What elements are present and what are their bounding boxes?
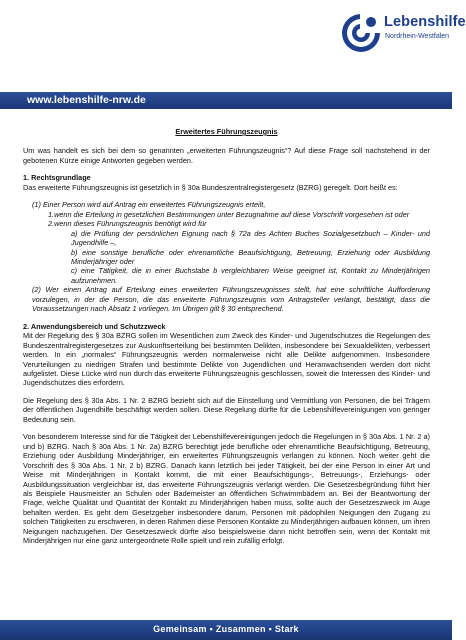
- header-url-band: [0, 92, 452, 109]
- logo-area: [0, 0, 466, 92]
- footer-slogan: Gemeinsam • Zusammen • Stark: [153, 624, 299, 634]
- legal-quote: [23, 200, 430, 313]
- header-url[interactable]: www.lebenshilfe-nrw.de: [27, 94, 146, 106]
- document-body: [23, 127, 430, 546]
- section-2-paragraph-1: Mit der Regelung des § 30a BZRG sollen im Wesentlichen zum Zweck des Kinder- und Jugendschutzes die Regelungen des Bundeszentralregistergesetzes zur Auskunftserteilung bei bestimmten Delikten, insbesondere bei Sexualdelikten, verbessert werden. In ein „normales“ Führungszeugnis werden normalerweise nicht alle Delikte aufgenommen. Insbesondere Verurteilungen zu niedrigen Strafen und bestimmte Delikte von Jugendlichen und Heranwachsenden werden dort nicht aufgelistet. Diese Lücke wird nun durch das erweiterte Führungszeugnis geschlossen, soweit die Interessen des Kinder- und Jugendschutzes dies erfordern.: [23, 331, 430, 388]
- section-1-text: Das erweiterte Führungszeugnis ist gesetzlich in § 30a Bundeszentralregistergesetz (BZRG) geregelt. Dort heißt es:: [23, 182, 398, 192]
- brand-name: Lebenshilfe: [384, 14, 466, 30]
- quote-line-5: b) eine sonstige berufliche oder ehrenamtliche Beaufsichtigung, Betreuung, Erziehung oder Ausbildung Minderjähriger oder: [71, 247, 430, 266]
- lebenshilfe-logo-icon: [341, 13, 381, 53]
- quote-line-3: 2.wenn dieses Führungszeugnis benötigt wird für: [48, 219, 207, 229]
- section-2-paragraph-3: Von besonderem Interesse sind für die Tätigkeit der Lebenshilfevereinigungen jedoch die Regelungen in § 30a Abs. 1 Nr. 2 a) und b) BZRG. Nach § 30a Abs. 1 Nr. 2a) BZRG berechtigt jede berufliche oder ehrenamtliche Beaufsichtigung, Betreuung, Erziehung oder Ausbildung Minderjähriger, ein erweitertes Führungszeugnis verlangen zu können. Noch weiter geht die Vorschrift des § 30a Abs. 1 Nr. 2 b) BZRG. Danach kann letztlich bei jeder Tätigkeit, bei der eine Person in einer Art und Weise mit Minderjährigen in Kontakt kommt, die mit einer Beaufsichtigungs-, Betreuungs-, Erziehungs- oder Ausbildungssituation vergleichbar ist, das erweiterte Führungszeugnis verlangt werden. Die Gesetzesbegründung führt hier als Beispiele Hausmeister an Schulen oder Bademeister an öffentlichen Schwimmbädern an. Bei der Beantwortung der Frage, welche Qualität und Quantität der Kontakt zu Minderjährigen haben muss, sollte auch der Gesetzeszweck im Auge behalten werden. Es geht dem Gesetzgeber insbesondere darum, Personen mit pädophilen Neigungen den Zugang zu solchen Tätigkeiten zu erschweren, in deren Rahmen diese Personen Kontakte zu Minderjährigen aufbauen können, um ihren Neigungen nachzugehen. Der Gesetzeszweck dürfte also beispielsweise dann nicht betroffen sein, wenn der Kontakt mit Minderjährigen nur eine ganz untergeordnete Rolle spielt und rein zufällig erfolgt.: [23, 432, 430, 546]
- quote-line-7: (2) Wer einen Antrag auf Erteilung eines erweiterten Führungszeugnisses stellt, hat eine schriftliche Aufforderung vorzulegen, in der die Person, die das erweiterte Führungszeugnis vom Antragsteller verlangt, bestätigt, dass die Voraussetzungen nach Absatz 1 vorliegen. Im Übrigen gilt § 30 entsprechend.: [32, 285, 430, 314]
- quote-line-2: 1.wenn die Erteilung in gesetzlichen Bestimmungen unter Bezugnahme auf diese Vorschrift vorgesehen ist oder: [48, 209, 410, 219]
- quote-line-6: c) eine Tätigkeit, die in einer Buchstabe b vergleichbaren Weise geeignet ist, Kontakt zu Minderjährigen aufzunehmen.: [71, 266, 430, 285]
- intro-paragraph: Um was handelt es sich bei dem so genannten „erweiterten Führungszeugnis“? Auf diese Frage soll nachstehend in der gebotenen Kürze einige Antworten gegeben werden.: [23, 146, 430, 165]
- quote-line-1: (1) Einer Person wird auf Antrag ein erweitertes Führungszeugnis erteilt,: [32, 200, 266, 210]
- section-2-heading: 2. Anwendungsbereich und Schutzzweck: [23, 321, 166, 331]
- brand-region: Nordrhein-Westfalen: [385, 33, 450, 40]
- document-title: Erweitertes Führungszeugnis: [175, 127, 278, 136]
- quote-line-4: a) die Prüfung der persönlichen Eignung nach § 72a des Achten Buches Sozialgesetzbuch – Kinder- und Jugendhilfe –,: [71, 228, 430, 248]
- footer-band: [0, 620, 452, 640]
- section-2-paragraph-2: Die Regelung des § 30a Abs. 1 Nr. 2 BZRG bezieht sich auf die Einstellung und Vermittlung von Personen, die bei Trägern der öffentlichen Jugendhilfe beschäftigt werden sollen. Diese Regelung dürfte für die Lebenshilfevereinigungen von geringer Bedeutung sein.: [23, 395, 430, 424]
- section-1-heading: 1. Rechtsgrundlage: [23, 173, 91, 183]
